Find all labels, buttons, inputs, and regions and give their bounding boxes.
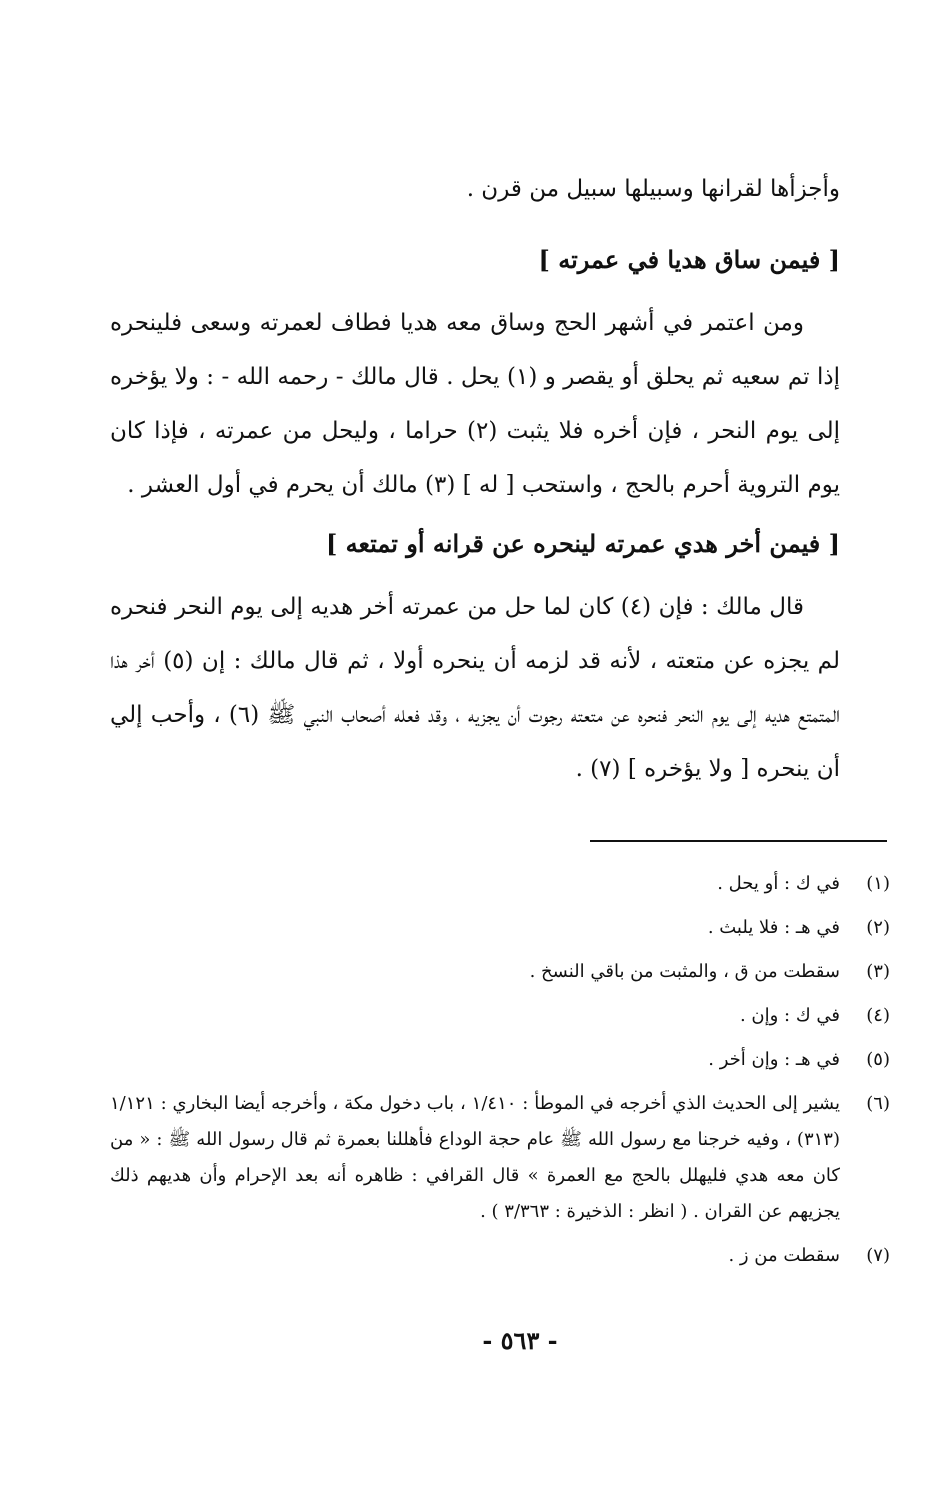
- footnote-text: يشير إلى الحديث الذي أخرجه في الموطأ : ١/٤١٠ ، باب دخول مكة ، وأخرجه أيضا البخاري : ١/١٢١ (٣١٣) ، وفيه خرجنا مع رسول الله ﷺ عام حجة الوداع فأهللنا بعمرة ثم قال رسول الله ﷺ : « من كان معه هدي فليهلل بالحج مع العمرة » قال القرافي : ظاهره أنه بعد الإحرام وأن هديهم ذلك يجزيهم عن القران . ( انظر : الذخيرة : ٣/٣٦٣ ) .: [110, 1093, 840, 1222]
- footnote-item: [110, 910, 890, 946]
- footnote-text: سقطت من ز .: [728, 1245, 840, 1266]
- page-number: - ٥٦٣ -: [482, 1326, 558, 1355]
- footnote-text: سقطت من ق ، والمثبت من باقي النسخ .: [529, 961, 840, 982]
- paragraph-hady-in-umrah: ومن اعتمر في أشهر الحج وساق معه هديا فطاف لعمرته وسعى فلينحره إذا تم سعيه ثم يحلق أو يقصر و (١) يحل . قال مالك - رحمه الله - : ولا يؤخره إلى يوم النحر ، فإن أخره فلا يثبت (٢) حراما ، وليحل من عمرته ، فإذا كان يوم التروية أحرم بالحج ، واستحب [ له ] (٣) مالك أن يحرم في أول العشر .: [110, 310, 841, 498]
- footnote-number: (١): [866, 873, 890, 894]
- footnote-number: (٧): [866, 1245, 890, 1266]
- footnote-text: في ك : أو يحل .: [717, 873, 840, 894]
- footnotes: [110, 866, 890, 1282]
- footnote-item: [110, 866, 890, 902]
- paragraph-delayed-hady: قال مالك : فإن (٤) كان لما حل من عمرته أخر هديه إلى يوم النحر فنحره لم يجزه عن متعته ، لأنه قد لزمه أن ينحره أولا ، ثم قال مالك : إن (٥) أخر هذا المتمتع هديه إلى يوم النحر فنحره عن متعته رجوت أن يجزيه ، وقد فعله أصحاب النبي ﷺ (٦) ، وأحب إلي أن ينحره [ ولا يؤخره ] (٧) .: [110, 594, 840, 782]
- footnote-number: (٣): [866, 961, 890, 982]
- footnote-separator: [590, 840, 887, 842]
- footnote-item: [110, 998, 890, 1034]
- footnote-item: [110, 954, 890, 990]
- footnote-number: (٥): [866, 1049, 890, 1070]
- footnote-number: (٤): [866, 1005, 890, 1026]
- footnote-text: في هـ : وإن أخر .: [708, 1049, 840, 1070]
- footnote-number: (٦): [866, 1093, 890, 1114]
- footnote-item: [110, 1238, 890, 1274]
- opening-line: وأجزأها لقرانها وسبيلها سبيل من قرن .: [466, 176, 840, 202]
- section-heading-delayed-hady: [ فيمن أخر هدي عمرته لينحره عن قرانه أو تمتعه ]: [325, 529, 840, 558]
- footnote-item: [110, 1086, 890, 1230]
- footnote-text: في هـ : فلا يلبث .: [707, 917, 840, 938]
- footnote-item: [110, 1042, 890, 1078]
- footnote-number: (٢): [866, 917, 890, 938]
- section-heading-hady-in-umrah: [ فيمن ساق هديا في عمرته ]: [538, 245, 840, 274]
- footnote-text: في ك : وإن .: [739, 1005, 840, 1026]
